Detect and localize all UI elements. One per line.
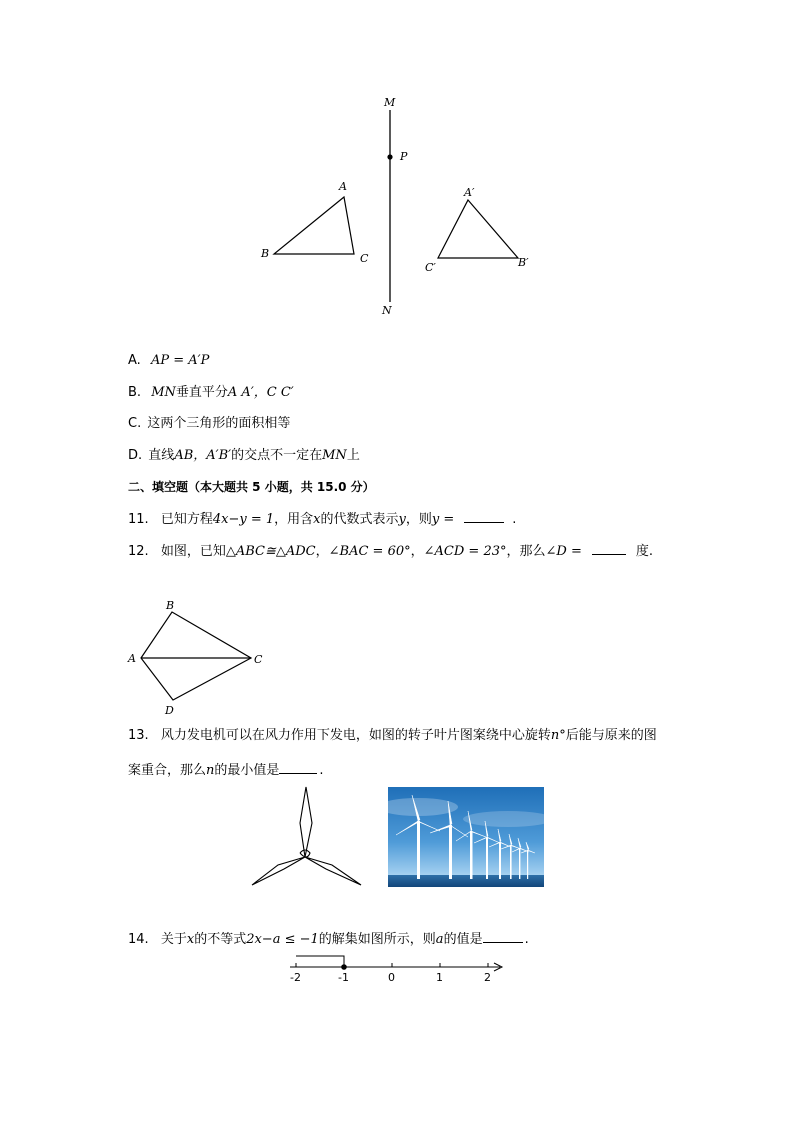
answer-blank[interactable] bbox=[592, 541, 626, 555]
label-b: B bbox=[166, 599, 175, 612]
wind-turbine-photo bbox=[388, 787, 544, 887]
triangle-abc bbox=[274, 197, 354, 254]
label-a-prime: A′ bbox=[464, 186, 475, 199]
reflection-figure bbox=[250, 90, 540, 320]
answer-blank[interactable] bbox=[279, 760, 317, 774]
question-13: 13. 风力发电机可以在风力作用下发电，如图的转子叶片图案绕中心旋转n°后能与原来的图 bbox=[128, 728, 657, 743]
question-13-cont: 案重合，那么n的最小值是 . bbox=[128, 760, 324, 780]
question-11: 11. 已知方程4x−y = 1，用含x的代数式表示y，则y = . bbox=[128, 509, 516, 529]
kite-figure bbox=[125, 595, 275, 720]
point-p bbox=[387, 154, 392, 159]
question-12: 12. 如图，已知△ABC≅△ADC，∠BAC = 60°，∠ACD = 23°，那么∠D = 度. bbox=[128, 541, 653, 561]
label-b-prime: B′ bbox=[518, 256, 529, 269]
tick-label: -1 bbox=[338, 971, 349, 984]
section-title: 二、填空题（本大题共 5 小题，共 15.0 分） bbox=[128, 480, 375, 494]
tick-label: 0 bbox=[388, 971, 395, 984]
label-m: M bbox=[384, 96, 396, 109]
label-d: D bbox=[165, 704, 174, 717]
option-a: A. AP = A′P bbox=[128, 353, 210, 368]
tick-label: -2 bbox=[290, 971, 301, 984]
question-14: 14. 关于x的不等式2x−a ≤ −1的解集如图所示，则a的值是 . bbox=[128, 929, 529, 949]
label-c-prime: C′ bbox=[425, 261, 436, 274]
label-n: N bbox=[382, 304, 392, 317]
number-line-figure bbox=[280, 948, 510, 988]
label-p: P bbox=[400, 150, 408, 163]
triangle-a-prime bbox=[438, 200, 518, 258]
answer-blank[interactable] bbox=[464, 509, 504, 523]
option-d: D. 直线AB，A′B′的交点不一定在MN上 bbox=[128, 448, 360, 463]
label-c: C bbox=[360, 252, 369, 265]
tick-label: 2 bbox=[484, 971, 491, 984]
answer-blank[interactable] bbox=[483, 929, 523, 943]
tick-label: 1 bbox=[436, 971, 443, 984]
label-a: A bbox=[339, 180, 347, 193]
label-c: C bbox=[254, 653, 263, 666]
kite-outline bbox=[141, 612, 251, 700]
option-b: B. MN垂直平分A A′，C C′ bbox=[128, 385, 294, 400]
option-c: C. 这两个三角形的面积相等 bbox=[128, 416, 291, 431]
rotor-blade-figure bbox=[250, 785, 365, 890]
label-a: A bbox=[128, 652, 136, 665]
label-b: B bbox=[261, 247, 270, 260]
solution-ray bbox=[296, 956, 344, 967]
wind-turbine-image bbox=[388, 787, 544, 887]
